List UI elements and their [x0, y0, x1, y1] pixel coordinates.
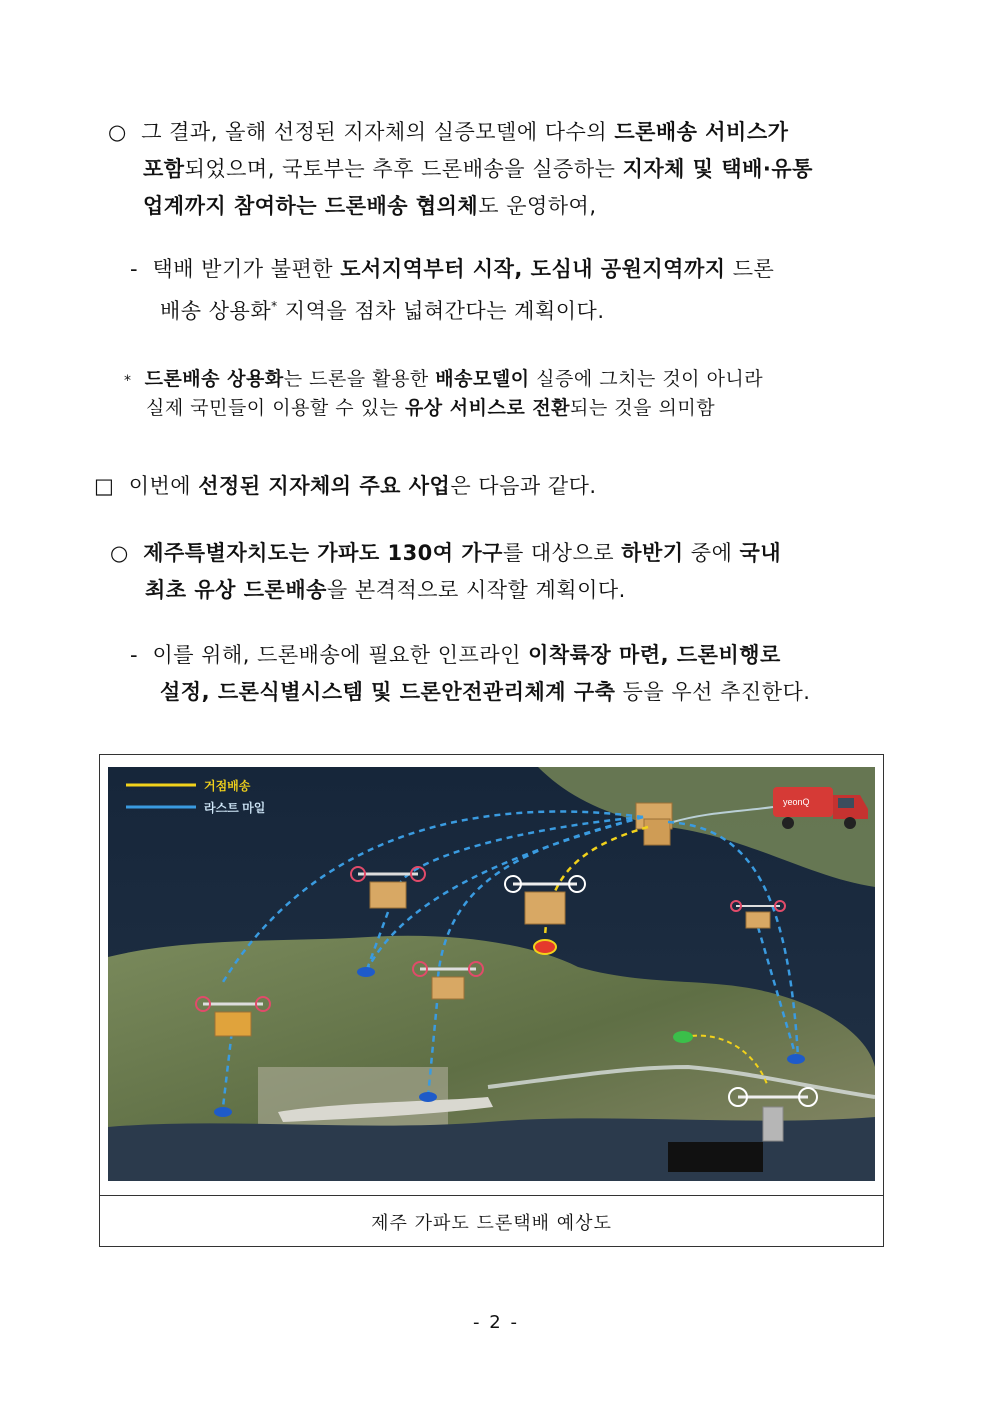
landing-pad-marker [214, 1107, 232, 1117]
text: 이를 위해, 드론배송에 필요한 인프라인 [152, 643, 529, 667]
bold-text: 제주특별자치도는 가파도 130여 가구 [143, 541, 503, 565]
text: 는 드론을 활용한 [283, 368, 436, 390]
circle-bullet-icon: ○ [108, 120, 127, 144]
bold-text: 배송모델이 [435, 368, 530, 390]
bold-text: 이착륙장 마련, 드론비행로 [528, 643, 781, 667]
text: 지역을 점차 넓혀간다는 계획이다. [277, 299, 605, 323]
bullet2-line2 [145, 575, 626, 605]
text: 드론 [725, 257, 775, 281]
bullet2-line1 [110, 538, 781, 568]
legend-yellow-label: 거점배송 [204, 779, 251, 793]
landing-pad-marker [787, 1054, 805, 1064]
text: 등을 우선 추진한다. [615, 680, 811, 704]
text: 이번에 [128, 474, 199, 498]
bold-text: 최초 유상 드론배송 [145, 578, 327, 602]
bold-text: 드론배송 상용화 [144, 368, 284, 390]
bold-text: 포함 [143, 157, 185, 181]
bold-text: 업계까지 참여하는 드론배송 협의체 [143, 194, 479, 218]
section-heading [94, 471, 597, 501]
text: 로 [506, 397, 533, 419]
figure-caption [100, 1195, 883, 1248]
text: 을 본격적으로 시작할 계획이다. [326, 578, 626, 602]
dash2-line1 [130, 640, 781, 670]
square-bullet-icon: □ [94, 474, 115, 498]
text: 실제 국민들이 이용할 수 있는 [146, 397, 405, 419]
text: 은 다음과 같다. [450, 474, 597, 498]
bold-text: 설정, 드론식별시스템 및 드론안전관리체계 구축 [160, 680, 616, 704]
text: 그 결과, 올해 선정된 지자체의 실증모델에 다수의 [141, 120, 615, 144]
bullet1-line1 [108, 117, 788, 147]
page-number: - 2 - [473, 1312, 519, 1333]
truck-brand-label: yeonQ [783, 797, 810, 807]
dash1-line2 [160, 291, 605, 326]
text: 중에 [683, 541, 740, 565]
text: 택배 받기가 불편한 [152, 257, 341, 281]
dash-bullet: - [130, 257, 139, 281]
bold-text: 선정된 지자체의 주요 사업 [198, 474, 451, 498]
text: 되는 것을 의미함 [570, 397, 716, 419]
dash-bullet: - [130, 643, 139, 667]
text: 배송 상용화 [160, 299, 272, 323]
bold-text: 드론배송 서비스가 [614, 120, 789, 144]
island-map-illustration [108, 767, 875, 1181]
note-line1 [124, 364, 763, 396]
bold-text: 유상 서비스 [404, 397, 507, 419]
text: 도 운영하여, [478, 194, 597, 218]
hub-landing-marker [534, 940, 556, 954]
note-line2 [146, 393, 715, 423]
drone-delivery-illustration [108, 767, 875, 1181]
caption-text: 제주 가파도 드론택배 예상도 [371, 1213, 612, 1234]
pickup-point-marker [673, 1031, 693, 1043]
text: 실증에 그치는 것이 아니라 [529, 368, 764, 390]
text: 를 대상으로 [502, 541, 622, 565]
bold-text: 국내 [739, 541, 782, 565]
bold-text: 전환 [532, 397, 571, 419]
bold-text: 도서지역부터 시작, 도심내 공원지역까지 [340, 257, 726, 281]
landing-pad-marker [357, 967, 375, 977]
legend-blue-label: 라스트 마일 [204, 801, 266, 815]
dash1-line1 [130, 254, 774, 284]
landing-platform [668, 1142, 763, 1172]
landing-pad-marker [419, 1092, 437, 1102]
text: 되었으며, 국토부는 추후 드론배송을 실증하는 [184, 157, 623, 181]
bold-text: 하반기 [621, 541, 684, 565]
circle-bullet-icon: ○ [110, 541, 129, 565]
asterisk-marker: * [124, 373, 132, 389]
dash2-line2 [160, 677, 810, 707]
footnote-mark: * [271, 299, 278, 313]
figure-box [99, 754, 884, 1247]
bold-text: 지자체 및 택배·유통 [622, 157, 813, 181]
bullet1-line3 [143, 191, 597, 221]
bullet1-line2 [143, 154, 813, 184]
